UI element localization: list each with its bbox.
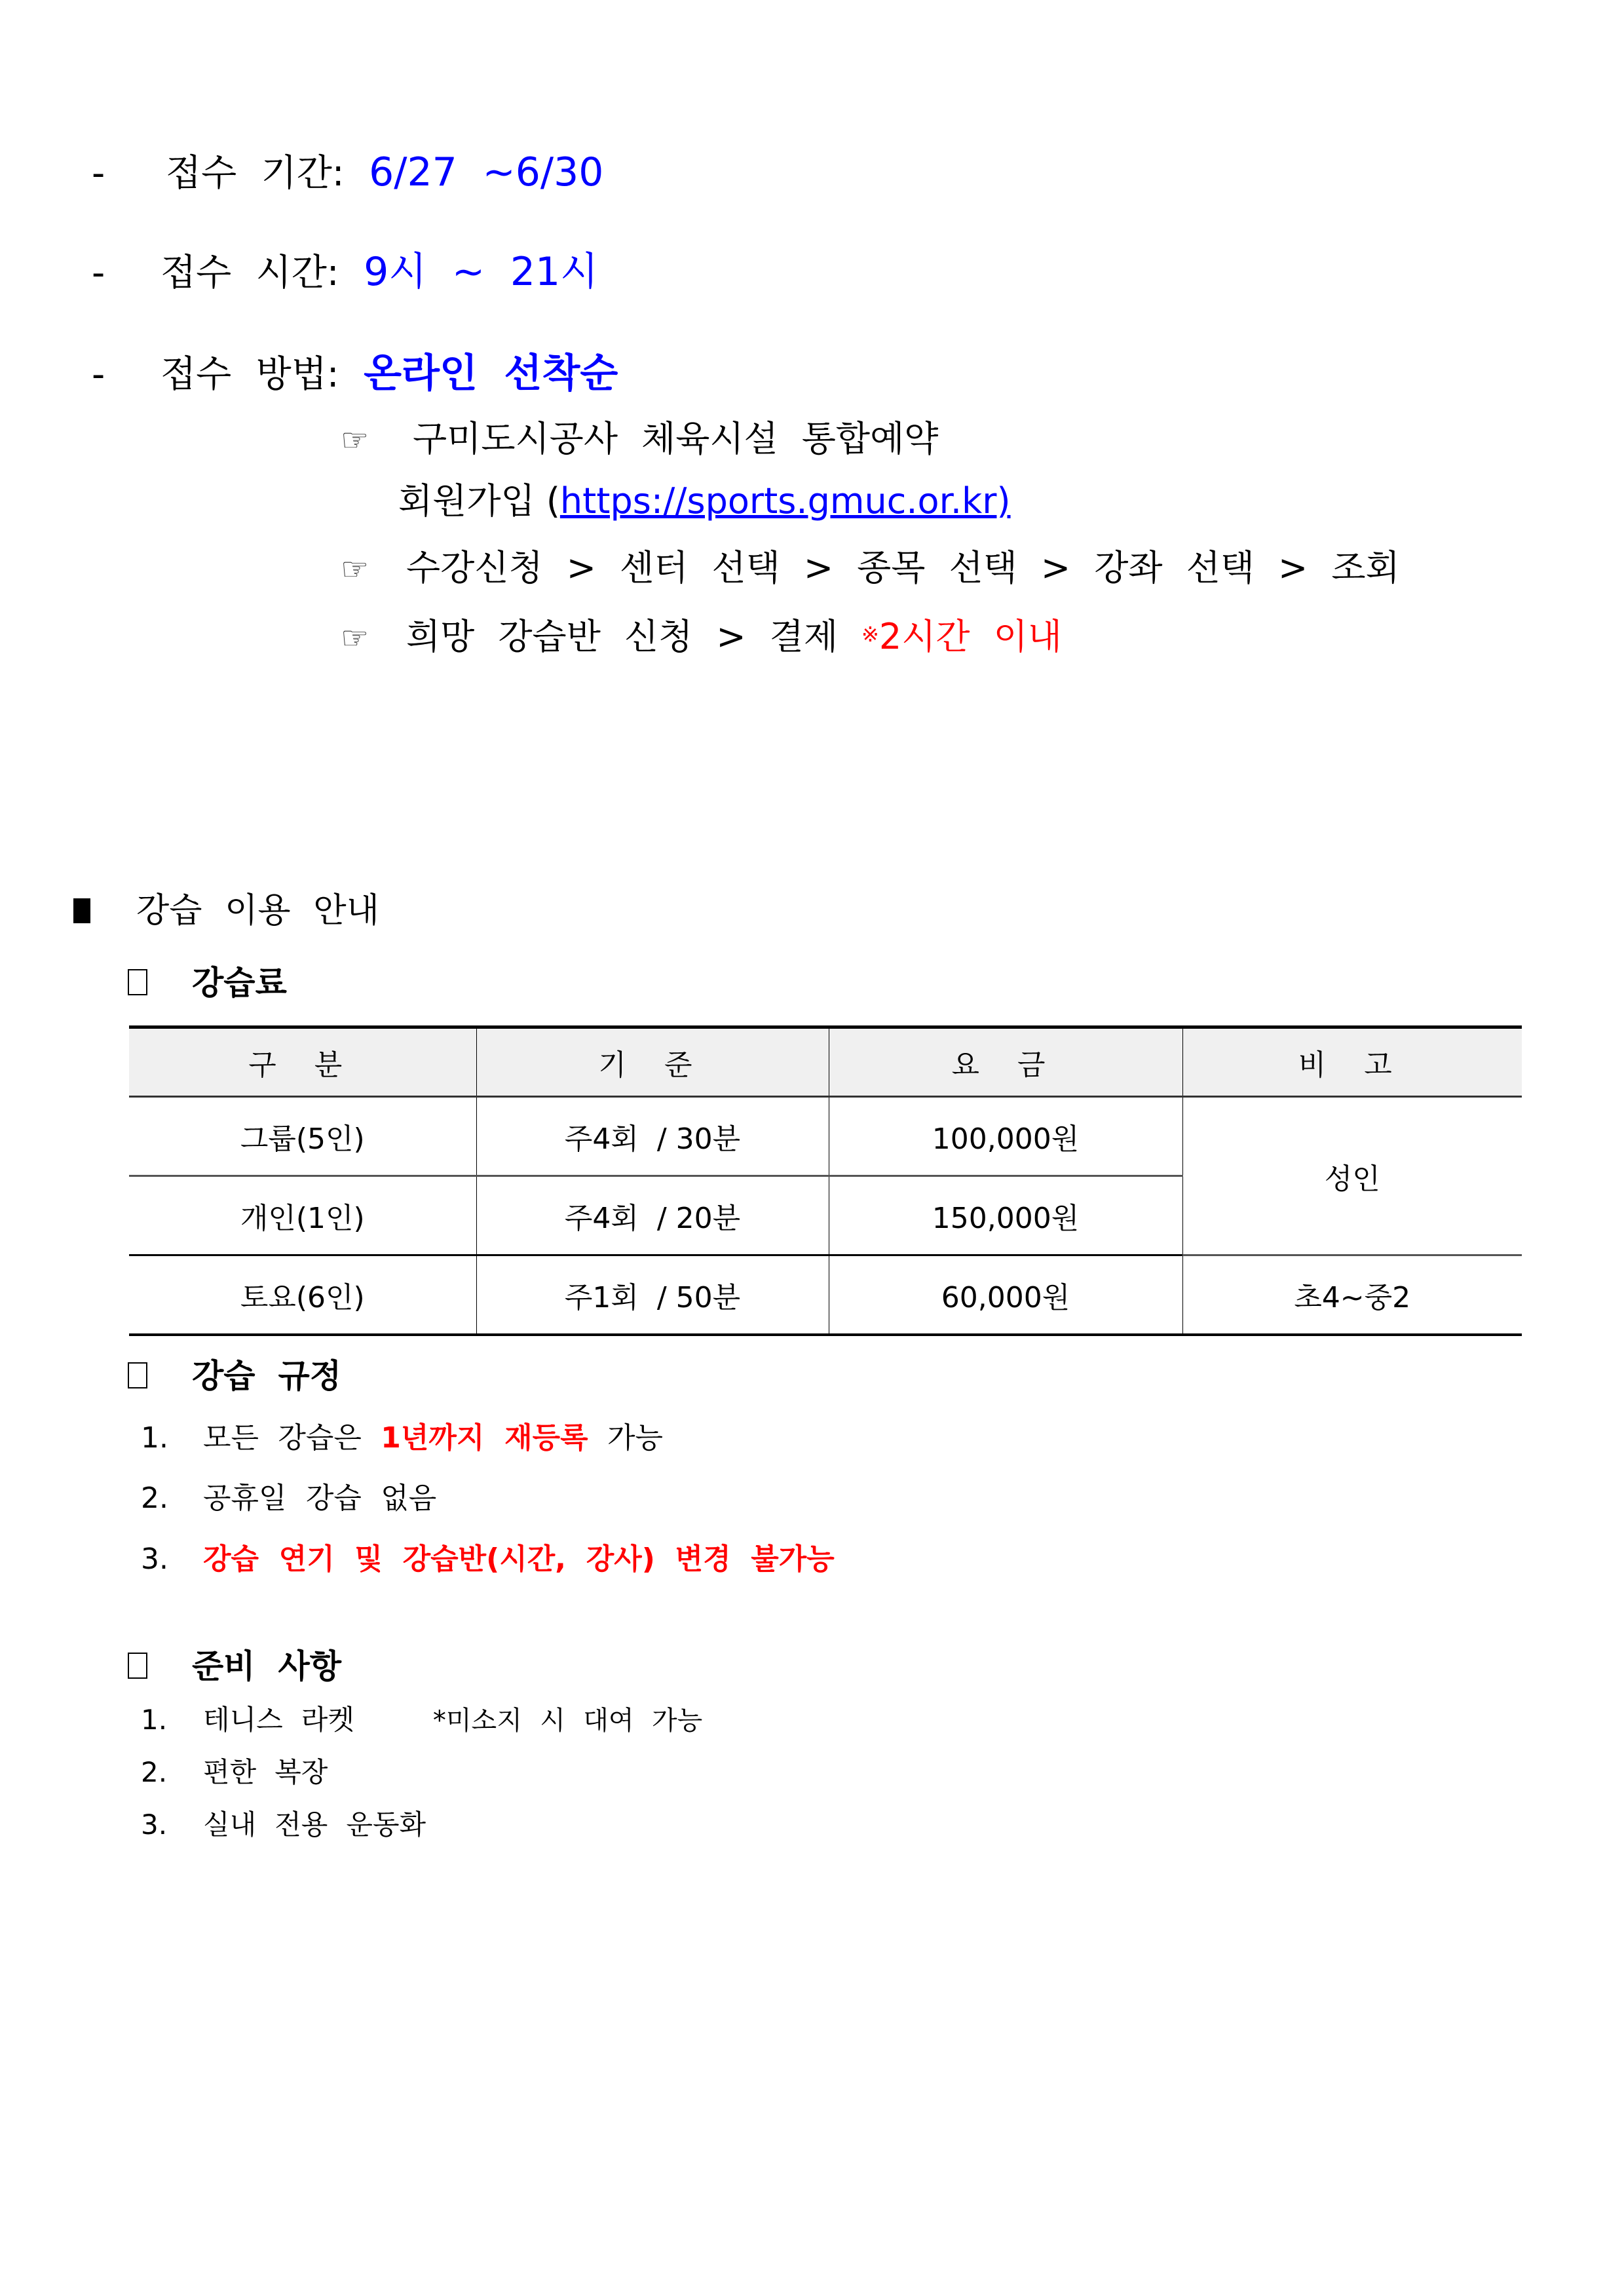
- table-row: [129, 1255, 1522, 1335]
- prep-item: [141, 1805, 426, 1845]
- item-text: 편한 복장: [203, 1756, 328, 1788]
- prep-item: [141, 1700, 702, 1740]
- period-value: 6/27 ~6/30: [369, 149, 604, 195]
- cell-criteria: 주4회 / 20분: [476, 1176, 829, 1255]
- rules-title: [128, 1353, 341, 1399]
- empty-square-icon: [128, 969, 147, 995]
- bullet-dash: -: [92, 152, 105, 195]
- cell-category: 토요(6인): [129, 1255, 476, 1335]
- preparation-title-text: 준비 사항: [192, 1647, 342, 1685]
- item-number: 2.: [141, 1756, 168, 1788]
- step-text: 구미도시공사 체육시설 통합예약: [413, 418, 939, 459]
- fee-table: [129, 1025, 1522, 1336]
- section-title: [73, 888, 379, 934]
- payment-deadline: 2시간 이내: [878, 616, 1062, 657]
- registration-method: [92, 351, 618, 398]
- step-text: 희망 강습반 신청 > 결제: [406, 616, 862, 657]
- fee-title: [128, 960, 287, 1006]
- cell-note: 초4~중2: [1182, 1255, 1522, 1335]
- pointing-hand-icon: ☞: [341, 422, 369, 459]
- table-header-row: [129, 1027, 1522, 1097]
- method-value: 온라인 선착순: [364, 351, 618, 396]
- bullet-dash: -: [92, 353, 105, 396]
- rule-item: [141, 1479, 436, 1518]
- rules-title-text: 강습 규정: [192, 1357, 342, 1395]
- item-text-suffix: 가능: [588, 1421, 664, 1455]
- step-signup-link: [398, 478, 1011, 524]
- step-course-search: [341, 545, 1400, 592]
- header-criteria: 기 준: [476, 1027, 829, 1097]
- rule-item: [141, 1540, 835, 1579]
- item-number: 1.: [141, 1704, 168, 1736]
- bullet-dash: -: [92, 252, 105, 294]
- rental-note: *미소지 시 대여 가능: [432, 1706, 703, 1736]
- item-text: 모든 강습은: [203, 1421, 381, 1455]
- registration-period: [92, 149, 603, 197]
- cell-fee: 150,000원: [829, 1176, 1182, 1255]
- section-title-text: 강습 이용 안내: [136, 891, 379, 930]
- pointing-hand-icon: ☞: [341, 551, 369, 588]
- registration-hours: [92, 249, 598, 296]
- header-category: 구 분: [129, 1027, 476, 1097]
- step-text: 수강신청 > 센터 선택 > 종목 선택 > 강좌 선택 > 조회: [406, 547, 1400, 588]
- preparation-title: [128, 1643, 341, 1689]
- step-signup: [341, 416, 938, 463]
- label: 접수 방법:: [161, 353, 339, 396]
- item-highlight: 1년까지 재등록: [381, 1421, 588, 1455]
- rule-item: [141, 1419, 663, 1458]
- fee-title-text: 강습료: [192, 964, 287, 1002]
- item-text: 테니스 라켓: [203, 1704, 354, 1736]
- item-text: 강습 연기 및 강습반(시간, 강사) 변경 불가능: [203, 1542, 835, 1576]
- header-fee: 요 금: [829, 1027, 1182, 1097]
- cell-note: 성인: [1182, 1097, 1522, 1255]
- cell-category: 개인(1인): [129, 1176, 476, 1255]
- label: 접수 시간:: [161, 252, 339, 294]
- pointing-hand-icon: ☞: [341, 620, 369, 657]
- cell-criteria: 주4회 / 30분: [476, 1097, 829, 1176]
- header-note: 비 고: [1182, 1027, 1522, 1097]
- item-text: 실내 전용 운동화: [203, 1808, 426, 1841]
- step-apply-pay: [341, 614, 1062, 661]
- cell-criteria: 주1회 / 50분: [476, 1255, 829, 1335]
- reference-mark-icon: ※: [861, 622, 879, 647]
- website-link[interactable]: https://sports.gmuc.or.kr: [559, 480, 997, 522]
- step-text: 회원가입 (: [398, 480, 560, 522]
- cell-fee: 60,000원: [829, 1255, 1182, 1335]
- item-text: 공휴일 강습 없음: [203, 1482, 437, 1515]
- prep-item: [141, 1753, 328, 1792]
- item-number: 1.: [141, 1421, 168, 1455]
- paren-close: ): [996, 480, 1011, 522]
- empty-square-icon: [128, 1362, 147, 1388]
- item-number: 3.: [141, 1808, 168, 1841]
- cell-category: 그룹(5인): [129, 1097, 476, 1176]
- empty-square-icon: [128, 1653, 147, 1679]
- label: 접수 기간:: [166, 152, 345, 195]
- table-row: [129, 1097, 1522, 1176]
- filled-square-icon: [73, 898, 90, 923]
- hours-value: 9시 ~ 21시: [364, 249, 599, 295]
- item-number: 2.: [141, 1482, 168, 1515]
- cell-fee: 100,000원: [829, 1097, 1182, 1176]
- item-number: 3.: [141, 1542, 168, 1576]
